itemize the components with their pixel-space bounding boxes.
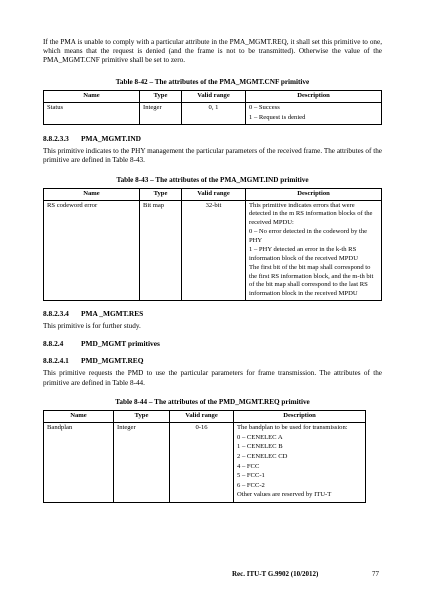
header-name: Name (44, 90, 140, 102)
desc-line: 1 – Request is denied (249, 113, 306, 121)
document-page (43, 38, 382, 503)
cell-name: Status (44, 103, 140, 125)
desc-line: The first bit of the bit map shall correspond to the first RS information block, and the m-th bit of the bit map shall correspond to the last RS information block in the received MPDU (249, 264, 374, 297)
table-row (44, 103, 382, 125)
cell-name: Bandplan (44, 423, 114, 503)
desc-line: 1 – CENELEC B (237, 443, 283, 451)
header-description: Description (246, 188, 382, 200)
cell-range: 0-16 (170, 423, 234, 503)
section-text-8-8-2-3-4: This primitive is for further study. (43, 322, 141, 331)
cell-description (234, 423, 366, 503)
header-valid-range: Valid range (182, 188, 246, 200)
section-heading-8-8-2-3-3: 8.8.2.3.3 PMA_MGMT.IND (43, 134, 142, 144)
header-valid-range: Valid range (182, 90, 246, 102)
cell-range: 32-bit (182, 201, 246, 301)
table-row (44, 201, 382, 301)
table-8-42 (43, 90, 382, 126)
desc-line: The bandplan to be used for transmission: (237, 424, 348, 432)
section-heading-8-8-2-4-1: 8.8.2.4.1 PMD_MGMT.REQ (43, 356, 144, 366)
cell-name: RS codeword error (44, 201, 140, 301)
desc-line: Other values are reserved by ITU-T (237, 491, 332, 499)
desc-line: 0 – Success (249, 104, 280, 112)
cell-type: Integer (114, 423, 170, 503)
header-type: Type (140, 90, 182, 102)
table-8-44 (43, 410, 366, 503)
desc-line: 4 – FCC (237, 462, 260, 470)
header-description: Description (234, 410, 366, 422)
header-name: Name (44, 188, 140, 200)
table-8-44-caption: Table 8-44 – The attributes of the PMD_MGMT.REQ primitive (115, 397, 310, 406)
table-header-row (44, 188, 382, 200)
desc-line: 0 – CENELEC A (237, 433, 283, 441)
cell-range: 0, 1 (182, 103, 246, 125)
cell-type: Bit map (140, 201, 182, 301)
section-heading-8-8-2-4: 8.8.2.4 PMD_MGMT primitives (43, 339, 160, 349)
desc-line: 5 – FCC-1 (237, 472, 265, 480)
header-type: Type (140, 188, 182, 200)
header-name: Name (44, 410, 114, 422)
section-heading-8-8-2-3-4: 8.8.2.3.4 PMA _MGMT.RES (43, 309, 144, 319)
table-8-43-caption: Table 8-43 – The attributes of the PMA_MGMT.IND primitive (116, 175, 309, 184)
cell-description (246, 103, 382, 125)
header-description: Description (246, 90, 382, 102)
section-text-8-8-2-4-1: This primitive requests the PMD to use the particular parameters for frame transmission. The attributes of the primitive are defined in Table 8-44. (43, 369, 382, 387)
table-8-43 (43, 188, 382, 302)
footer-reference: Rec. ITU-T G.9902 (10/2012) (232, 570, 319, 578)
page-number: 77 (372, 570, 379, 578)
table-row (44, 423, 366, 503)
desc-line: 1 – PHY detected an error in the k-th RS information block of the received MPDU (249, 246, 358, 262)
desc-line: This primitive indicates errors that were detected in the m RS information blocks of the received MPDU: (249, 202, 373, 226)
table-8-42-caption: Table 8-42 – The attributes of the PMA_MGMT.CNF primitive (115, 77, 310, 86)
cell-description (246, 201, 382, 301)
cell-type: Integer (140, 103, 182, 125)
header-valid-range: Valid range (170, 410, 234, 422)
desc-line: 6 – FCC-2 (237, 481, 265, 489)
intro-paragraph: If the PMA is unable to comply with a particular attribute in the PMA_MGMT.REQ, it shall set this primitive to one, which means that the request is denied (and the frame is not to be transmitted). Otherwise the value of the PMA_MGMT.CNF primitive shall be set to zero. (43, 38, 382, 65)
table-header-row (44, 90, 382, 102)
header-type: Type (114, 410, 170, 422)
section-text-8-8-2-3-3: This primitive indicates to the PHY management the particular parameters of the received frame. The attributes of the primitive are defined in Table 8-43. (43, 147, 382, 165)
table-header-row (44, 410, 366, 422)
desc-line: 0 – No error detected in the codeword by the PHY (249, 228, 368, 244)
desc-line: 2 – CENELEC CD (237, 453, 288, 461)
